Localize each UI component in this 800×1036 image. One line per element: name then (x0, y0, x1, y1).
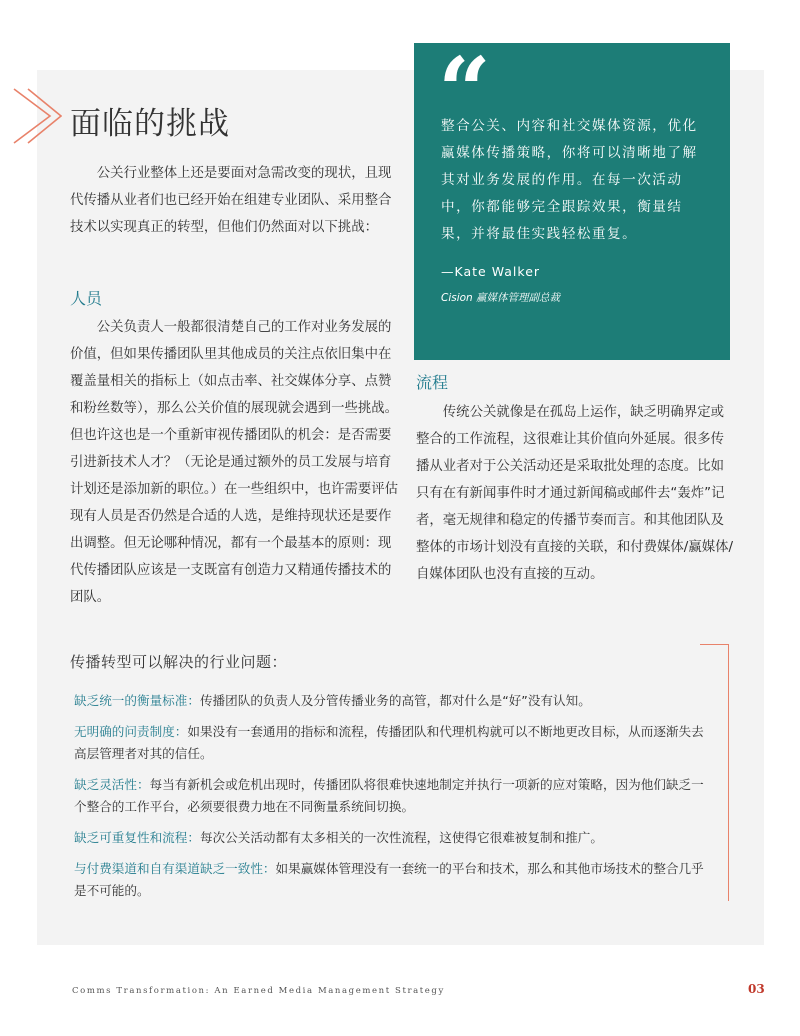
issue-text: 每次公关活动都有太多相关的一次性流程，这使得它很难被复制和推广。 (199, 830, 603, 845)
page-number: 03 (748, 982, 765, 996)
issue-text: 每当有新机会或危机出现时，传播团队将很难快速地制定并执行一项新的应对策略，因为他们缺乏一个整合的工作平台，必须要很费力地在不同衡量系统间切换。 (74, 777, 704, 814)
intro-paragraph: 公关行业整体上还是要面对急需改变的现状，且现代传播从业者们也已经开始在组建专业团队、采用整合技术以实现真正的转型，但他们仍然面对以下挑战： (70, 166, 392, 235)
issues-heading: 传播转型可以解决的行业问题： (70, 653, 288, 671)
issue-item (74, 721, 714, 765)
issue-item (74, 690, 714, 712)
people-heading: 人员 (70, 289, 103, 308)
process-paragraph: 传统公关就像是在孤岛上运作，缺乏明确界定或整合的工作流程，这很难让其价值向外延展。很多传播从业者对于公关活动还是采取批处理的态度。比如只有在有新闻事件时才通过新闻稿或邮件去“轰炸”记者，毫无规律和稳定的传播节奏而言。和其他团队及整体的市场计划没有直接的关联，和付费媒体/赢媒体/自媒体团队也没有直接的互动。 (416, 405, 734, 582)
issue-item (74, 774, 714, 818)
issue-text: 传播团队的负责人及分管传播业务的高管，都对什么是“好”没有认知。 (199, 693, 591, 708)
quote-role: Cision 赢媒体管理副总裁 (441, 292, 561, 304)
issue-term: 缺乏可重复性和流程： (74, 830, 200, 845)
accent-line-horizontal (700, 644, 729, 645)
issues-list (74, 690, 714, 911)
quote-author: —Kate Walker (441, 264, 541, 279)
footer-title: Comms Transformation: An Earned Media Management Strategy (72, 986, 445, 996)
issue-item (74, 858, 714, 902)
accent-line-vertical (728, 644, 729, 901)
quote-text: 整合公关、内容和社交媒体资源，优化赢媒体传播策略，你将可以清晰地了解其对业务发展的作用。在每一次活动中，你都能够完全跟踪效果，衡量结果，并将最佳实践轻松重复。 (441, 118, 698, 242)
issue-text: 如果赢媒体管理没有一套统一的平台和技术，那么和其他市场技术的整合几乎是不可能的。 (74, 861, 704, 898)
issue-term: 缺乏灵活性： (74, 777, 150, 792)
page-title: 面临的挑战 (70, 106, 230, 142)
process-heading: 流程 (416, 373, 449, 392)
issue-term: 无明确的问责制度： (74, 724, 188, 739)
issue-term: 与付费渠道和自有渠道缺乏一致性： (74, 861, 276, 876)
quote-mark-icon: “ (438, 37, 491, 145)
issue-item (74, 827, 714, 849)
people-paragraph: 公关负责人一般都很清楚自己的工作对业务发展的价值，但如果传播团队里其他成员的关注点依旧集中在覆盖量相关的指标上（如点击率、社交媒体分享、点赞和粉丝数等），那么公关价值的展现就会遇到一些挑战。但也许这也是一个重新审视传播团队的机会：是否需要引进新技术人才？（无论是通过额外的员工发展与培育计划还是添加新的职位。）在一些组织中，也许需要评估现有人员是否仍然是合适的人选，是维持现状还是要作出调整。但无论哪种情况，都有一个最基本的原则：现代传播团队应该是一支既富有创造力又精通传播技术的团队。 (70, 320, 399, 605)
issue-text: 如果没有一套通用的指标和流程，传播团队和代理机构就可以不断地更改目标，从而逐渐失去高层管理者对其的信任。 (74, 724, 704, 761)
issue-term: 缺乏统一的衡量标准： (74, 693, 200, 708)
chevron-icon (10, 86, 62, 146)
quote-box (414, 37, 730, 360)
